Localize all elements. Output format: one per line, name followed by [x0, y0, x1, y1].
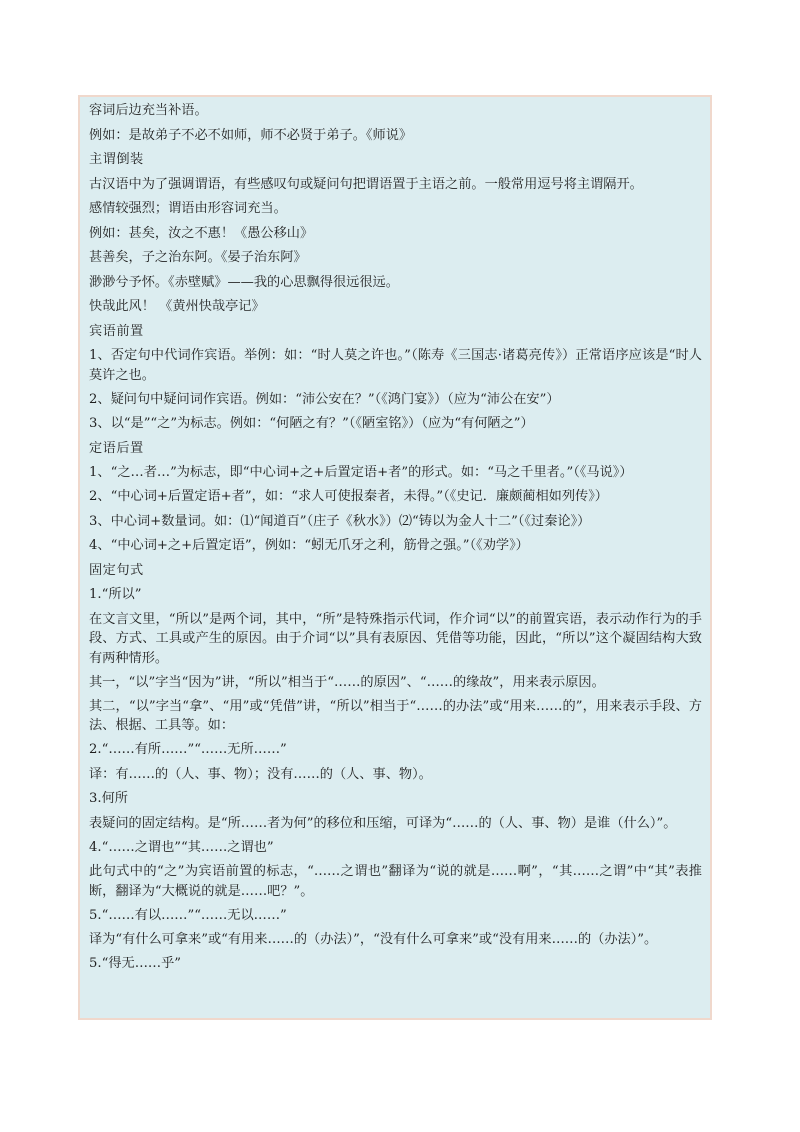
text-paragraph: 表疑问的固定结构。是“所……者为何”的移位和压缩，可译为“……的（人、事、物）是谁（什么）”。: [89, 815, 677, 831]
section-heading: 定语后置: [89, 440, 144, 456]
text-line: 3.何所: [89, 791, 128, 806]
text-paragraph: 在文言文里，“所以”是两个词，其中，“所”是特殊指示代词，作介词“以”的前置宾语，表示动作行为的手段、方式、工具或产生的原因。由于介词“以”具有表原因、凭借等功能，因此，“所以”这个凝固结构大致有两种情形。: [89, 611, 702, 666]
text-line: 容词后边充当补语。: [89, 103, 208, 118]
text-paragraph: 译为“有什么可拿来”或“有用来……的（办法）”，“没有什么可拿来”或“没有用来……的（办法）”。: [89, 932, 658, 947]
section-heading: 主谓倒装: [89, 152, 144, 167]
text-line: 2、“中心词+后置定语+者”，如：“求人可使报秦者，未得。”（《史记．廉颇蔺相如列传》）: [89, 489, 608, 504]
text-paragraph: 1、“之…者…”为标志，即“中心词+之+后置定语+者”的形式。如：“马之千里者。”（《马说》）: [89, 465, 633, 480]
text-paragraph: 其一，“以”字当“因为”讲，“所以”相当于“……的原因”、“……的缘故”，用来表示原因。: [89, 674, 605, 690]
section-heading: 固定句式: [89, 562, 144, 578]
text-line: 3、以“是”“之”为标志。例如：“何陋之有？”（《陋室铭》）（应为“有何陋之”）: [89, 416, 534, 431]
text-line: 4、“中心词+之+后置定语”，例如：“蚓无爪牙之利，筋骨之强。”（《劝学》）: [89, 538, 529, 553]
text-line: 译：有……的（人、事、物）；没有……的（人、事、物）。: [89, 766, 432, 782]
text-line: 例如：是故弟子不必不如师，师不必贤于弟子。《师说》: [89, 127, 413, 143]
text-paragraph: 1、否定句中代词作宾语。举例：如：“时人莫之许也。”（陈寿《三国志·诸葛亮传》）正常语序应该是“时人莫许之也。: [89, 348, 702, 383]
text-line: 4.“……之谓也”“其……之谓也”: [89, 839, 274, 855]
text-line: 例如：甚矣，汝之不惠！《愚公移山》: [89, 225, 314, 241]
text-line: 感情较强烈；谓语由形容词充当。: [89, 201, 287, 216]
text-line: 5.“得无……乎”: [89, 956, 182, 971]
text-line: 2.“……有所……”“……无所……”: [89, 742, 287, 757]
text-line: 快哉此风！ 《黄州快哉亭记》: [89, 299, 265, 314]
text-paragraph: 其二，“以”字当“拿”、“用”或“凭借”讲，“所以”相当于“……的办法”或“用来……的”，用来表示手段、方法、根据、工具等。如：: [89, 698, 702, 733]
text-line: 渺渺兮予怀。《赤壁赋》——我的心思飘得很远很远。: [89, 274, 399, 290]
text-line: 1.“所以”: [89, 587, 142, 602]
document-panel: [78, 95, 712, 1020]
text-line: 甚善矣，子之治东阿。《晏子治东阿》: [89, 250, 307, 265]
text-paragraph: 此句式中的“之”为宾语前置的标志，“……之谓也”翻译为“说的就是……啊”，“其……之谓”中“其”表推断，翻译为“大概说的就是……吧？”。: [89, 864, 702, 899]
text-line: 古汉语中为了强调谓语，有些感叹句或疑问句把谓语置于主语之前。一般常用逗号将主谓隔开。: [89, 176, 643, 192]
section-heading: 宾语前置: [89, 323, 144, 339]
text-line: 5.“……有以……”“……无以……”: [89, 907, 287, 923]
text-line: 3、中心词+数量词。如：⑴“闻道百”（庄子《秋水》）⑵“铸以为金人十二”（《过秦论》）: [89, 513, 591, 529]
text-line: 2、疑问句中疑问词作宾语。例如：“沛公安在？”（《鸿门宴》）（应为“沛公在安”）: [89, 391, 560, 407]
